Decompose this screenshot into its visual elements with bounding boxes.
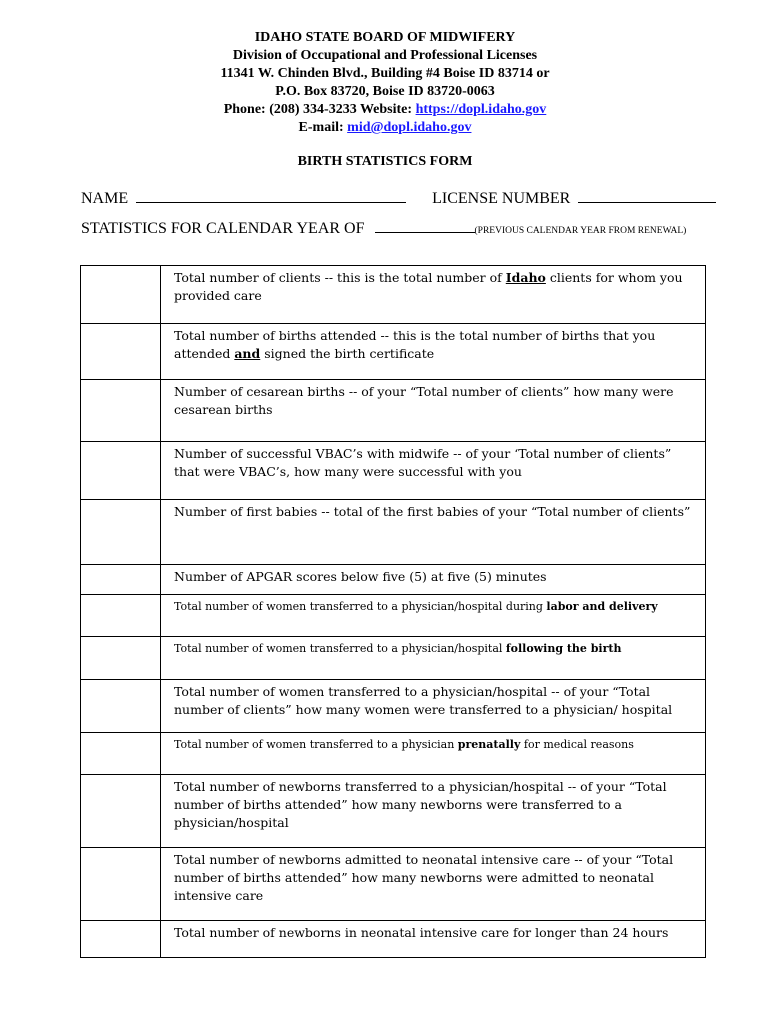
street-address: 11341 W. Chinden Blvd., Building #4 Boise ID 83714 or <box>220 66 550 81</box>
count-entry-cell[interactable] <box>81 680 161 733</box>
statistic-description <box>161 680 706 733</box>
table-row <box>81 680 706 733</box>
table-row <box>81 380 706 442</box>
statistic-description <box>161 733 706 775</box>
table-row <box>81 442 706 500</box>
statistic-description <box>161 921 706 958</box>
statistic-description <box>161 500 706 565</box>
table-row <box>81 848 706 921</box>
name-label: NAME <box>81 190 129 207</box>
underlined-emphasis: and <box>234 346 261 361</box>
email-link[interactable]: mid@dopl.idaho.gov <box>347 120 472 135</box>
description-text: Total number of newborns in neonatal intensive care for longer than 24 hours <box>174 925 669 940</box>
form-title: BIRTH STATISTICS FORM <box>297 154 473 169</box>
name-license-row <box>81 190 716 208</box>
count-entry-cell[interactable] <box>81 848 161 921</box>
statistic-description <box>161 595 706 637</box>
description-text: clients for whom you provided care <box>174 270 683 303</box>
table-row <box>81 324 706 380</box>
email-label: E-mail: <box>298 120 348 135</box>
statistic-description <box>161 442 706 500</box>
statistic-description <box>161 848 706 921</box>
description-text: Total number of women transferred to a physician/hospital during <box>174 600 547 613</box>
table-row <box>81 565 706 595</box>
table-row <box>81 595 706 637</box>
description-text: for medical reasons <box>520 738 634 751</box>
description-text: Total number of newborns transferred to a physician/hospital -- of your “Total number of births attended” how many newborns were transferred to a physician/hospital <box>174 779 667 830</box>
statistic-description <box>161 324 706 380</box>
description-text: Number of APGAR scores below five (5) at five (5) minutes <box>174 569 547 584</box>
count-entry-cell[interactable] <box>81 921 161 958</box>
license-number-field[interactable] <box>578 190 716 203</box>
calendar-year-label: STATISTICS FOR CALENDAR YEAR OF <box>81 220 365 237</box>
count-entry-cell[interactable] <box>81 380 161 442</box>
name-field[interactable] <box>136 190 406 203</box>
statistic-description <box>161 380 706 442</box>
table-row <box>81 266 706 324</box>
board-name: IDAHO STATE BOARD OF MIDWIFERY <box>254 30 516 45</box>
table-row <box>81 733 706 775</box>
description-text: Total number of births attended -- this is the total number of births that you attended <box>174 328 656 361</box>
description-text: Total number of newborns admitted to neonatal intensive care -- of your “Total number of births attended” how many newborns were admitted to neonatal intensive care <box>174 852 674 903</box>
description-text: Total number of women transferred to a physician/hospital -- of your “Total number of clients” how many women were transferred to a physician/ hospital <box>174 684 673 717</box>
table-row <box>81 500 706 565</box>
table-row <box>81 775 706 848</box>
description-text: Total number of women transferred to a physician/hospital <box>174 642 506 655</box>
bold-emphasis: following the birth <box>505 642 622 655</box>
description-text: Total number of women transferred to a physician <box>174 738 458 751</box>
description-text: signed the birth certificate <box>260 346 435 361</box>
calendar-year-row <box>81 220 686 238</box>
count-entry-cell[interactable] <box>81 637 161 680</box>
count-entry-cell[interactable] <box>81 565 161 595</box>
description-text: Number of successful VBAC’s with midwife -- of your ‘Total number of clients” that were VBAC’s, how many were successful with you <box>174 446 672 479</box>
statistic-description <box>161 637 706 680</box>
count-entry-cell[interactable] <box>81 324 161 380</box>
phone-text: Phone: (208) 334-3233 Website: <box>223 102 416 117</box>
description-text: Number of cesarean births -- of your “Total number of clients” how many were cesarean births <box>174 384 674 417</box>
count-entry-cell[interactable] <box>81 775 161 848</box>
bold-emphasis: prenatally <box>457 738 521 751</box>
website-link[interactable]: https://dopl.idaho.gov <box>415 102 547 117</box>
contact-line <box>0 101 770 119</box>
statistic-description <box>161 266 706 324</box>
underlined-emphasis: Idaho <box>505 270 546 285</box>
table-row <box>81 637 706 680</box>
statistic-description <box>161 775 706 848</box>
description-text: Number of first babies -- total of the first babies of your “Total number of clients” <box>174 504 691 519</box>
count-entry-cell[interactable] <box>81 442 161 500</box>
count-entry-cell[interactable] <box>81 266 161 324</box>
description-text: Total number of clients -- this is the total number of <box>174 270 506 285</box>
po-box-address: P.O. Box 83720, Boise ID 83720-0063 <box>275 84 495 99</box>
calendar-year-note: (PREVIOUS CALENDAR YEAR FROM RENEWAL) <box>474 226 687 236</box>
bold-emphasis: labor and delivery <box>546 600 658 613</box>
count-entry-cell[interactable] <box>81 733 161 775</box>
statistics-table <box>80 265 706 958</box>
form-header <box>0 29 770 137</box>
calendar-year-field[interactable] <box>375 220 475 233</box>
count-entry-cell[interactable] <box>81 500 161 565</box>
statistic-description <box>161 565 706 595</box>
count-entry-cell[interactable] <box>81 595 161 637</box>
email-line <box>0 119 770 137</box>
license-number-label: LICENSE NUMBER <box>432 190 571 207</box>
table-row <box>81 921 706 958</box>
division-name: Division of Occupational and Professional Licenses <box>232 48 538 63</box>
